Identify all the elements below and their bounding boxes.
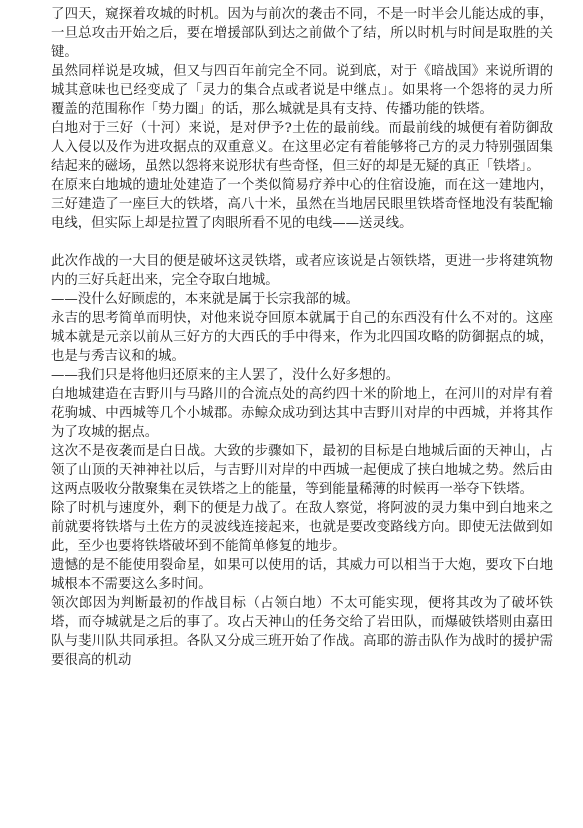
paragraph-12: 遗憾的是不能使用裂命星，如果可以使用的话，其威力可以相当于大炮，要攻下白地城根本不需要这么多时间。 [51,558,553,592]
paragraph-13: 领次郎因为判断最初的作战目标（占领白地）不太可能实现，便将其改为了破坏铁塔，而夺城就是之后的事了。攻占天神山的任务交给了岩田队，而爆破铁塔则由嘉田队与斐川队共同承担。各队又分成三班开始了作战。高耶的游击队作为战时的援护需要很高的机动 [51,596,553,668]
paragraph-1: 了四天，窥探着攻城的时机。因为与前次的袭击不同，不是一时半会儿能达成的事，一旦总攻击开始之后，要在增援部队到达之前做个了结，所以时机与时间是取胜的关键。 [51,7,553,60]
paragraph-9: 白地城建造在吉野川与马路川的合流点处的高约四十米的阶地上，在河川的对岸有着花驹城、中西城等几个小城郡。赤鲸众成功到达其中吉野川对岸的中西城，并将其作为了攻城的据点。 [51,387,553,440]
paragraph-11: 除了时机与速度外，剩下的便是力战了。在敌人察觉，将阿波的灵力集中到白地来之前就要将铁塔与土佐方的灵波线连接起来，也就是要改变路线方向。即使无法做到如此，至少也要将铁塔破坏到不能简单修复的地步。 [51,501,553,554]
paragraph-4: 在原来白地城的遗址处建造了一个类似简易疗养中心的住宿设施，而在这一建地内，三好建造了一座巨大的铁塔，高八十米，虽然在当地居民眼里铁塔奇怪地没有装配输电线，但实际上却是拉置了肉眼所看不见的电线——送灵线。 [51,178,553,231]
paragraph-5: 此次作战的一大目的便是破坏这灵铁塔，或者应该说是占领铁塔，更进一步将建筑物内的三好兵赶出来，完全夺取白地城。 [51,254,553,288]
paragraph-6: ——没什么好顾虑的，本来就是属于长宗我部的城。 [51,292,359,307]
paragraph-3: 白地对于三好（十河）来说，是对伊予?土佐的最前线。而最前线的城便有着防御敌人入侵以及作为进攻据点的双重意义。在这里必定有着能够将己方的灵力特别强固集结起来的磁场，虽然以怨将来说形状有些奇怪，但三好的却是无疑的真正「铁塔」。 [51,121,553,174]
paragraph-2: 虽然同样说是攻城，但又与四百年前完全不同。说到底，对于《暗战国》来说所谓的城其意味也已经变成了「灵力的集合点或者说是中继点」。如果将一个怨将的灵力所覆盖的范围称作「势力圈」的话，那么城就是具有支持、传播功能的铁塔。 [51,64,553,117]
paragraph-8: ——我们只是将他归还原来的主人罢了，没什么好多想的。 [51,368,400,383]
paragraph-gap [51,233,553,252]
paragraph-10: 这次不是夜袭而是白日战。大致的步骤如下，最初的目标是白地城后面的天神山，占领了山顶的天神神社以后，与吉野川对岸的中西城一起便成了挟白地城之势。然后由这两点吸收分散聚集在灵铁塔之上的能量，等到能量稀薄的时候再一举夺下铁塔。 [51,444,553,497]
paragraph-7: 永吉的思考简单而明快，对他来说夺回原本就属于自己的东西没有什么不对的。这座城本就是元亲以前从三好方的大西氏的手中得来，作为北四国攻略的防御据点的城，也是与秀吉议和的城。 [51,311,553,364]
